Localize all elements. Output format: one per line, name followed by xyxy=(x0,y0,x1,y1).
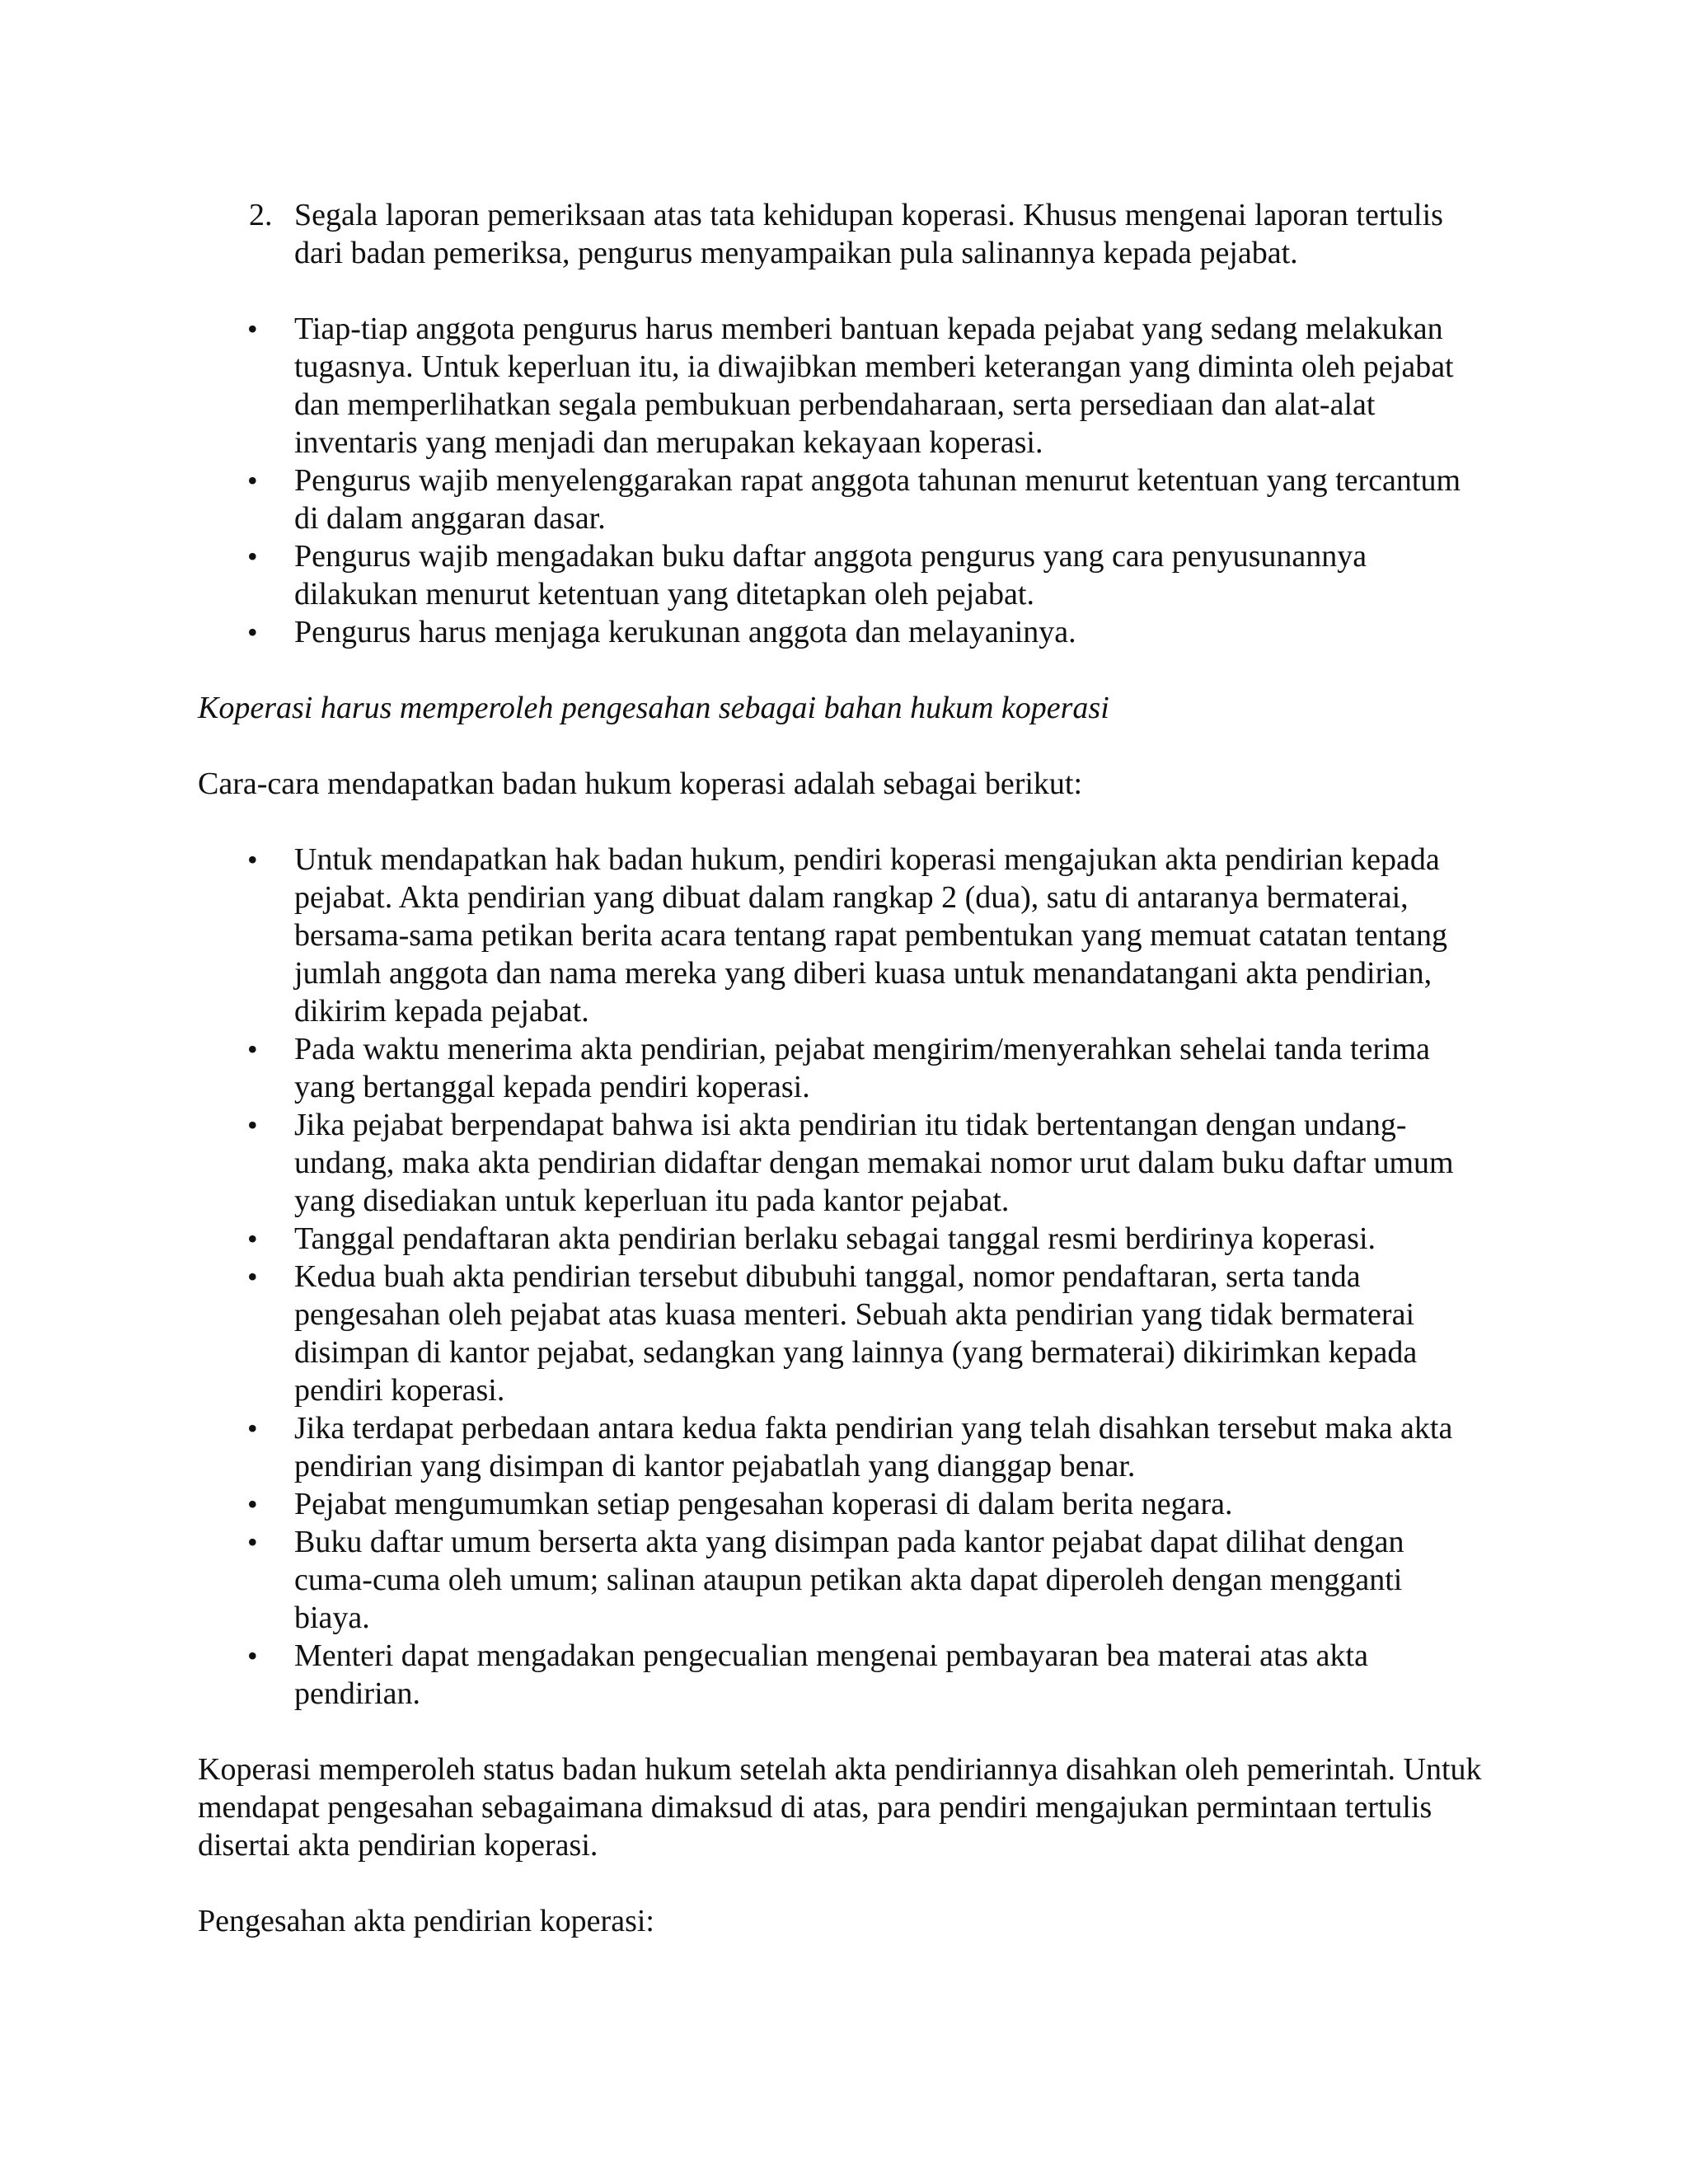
list-item-text: Pada waktu menerima akta pendirian, pejabat mengirim/menyerahkan sehelai tanda terima yang bertanggal kepada pendiri koperasi. xyxy=(294,1032,1431,1104)
list-item-text: Tanggal pendaftaran akta pendirian berlaku sebagai tanggal resmi berdirinya koperasi. xyxy=(294,1221,1376,1256)
spacer xyxy=(198,272,1484,310)
list-item-text: Buku daftar umum berserta akta yang disimpan pada kantor pejabat dapat dilihat dengan cuma-cuma oleh umum; salinan ataupun petikan akta dapat diperoleh dengan mengganti biaya. xyxy=(294,1525,1404,1635)
list-item xyxy=(198,1637,1484,1713)
bullet-icon: • xyxy=(247,540,258,573)
list-item-text: Pengurus wajib menyelenggarakan rapat anggota tahunan menurut ketentuan yang tercantum di dalam anggaran dasar. xyxy=(294,463,1461,536)
spacer xyxy=(198,1864,1484,1902)
list-item xyxy=(198,1030,1484,1106)
section-heading: Koperasi harus memperoleh pengesahan sebagai bahan hukum koperasi xyxy=(198,691,1109,725)
spacer xyxy=(198,1713,1484,1750)
list-item xyxy=(198,537,1484,613)
list-item xyxy=(198,462,1484,537)
bullet-icon: • xyxy=(247,616,258,649)
list-item xyxy=(198,1409,1484,1485)
bullet-icon: • xyxy=(247,1412,258,1445)
bullet-icon: • xyxy=(247,1260,258,1293)
list-item xyxy=(198,1106,1484,1220)
numbered-item-text: Segala laporan pemeriksaan atas tata kehidupan koperasi. Khusus mengenai laporan tertulis dari badan pemeriksa, pengurus menyampaikan pula salinannya kepada pejabat. xyxy=(294,198,1443,270)
list-item-text: Kedua buah akta pendirian tersebut dibubuhi tanggal, nomor pendaftaran, serta tanda pengesahan oleh pejabat atas kuasa menteri. Sebuah akta pendirian yang tidak bermaterai disimpan di kantor pejabat, sedangkan yang lainnya (yang bermaterai) dikirimkan kepada pendiri koperasi. xyxy=(294,1259,1418,1408)
list-number: 2. xyxy=(249,198,273,232)
list-item-text: Pejabat mengumumkan setiap pengesahan koperasi di dalam berita negara. xyxy=(294,1487,1233,1521)
list-item xyxy=(198,1485,1484,1523)
bullet-icon: • xyxy=(247,312,258,345)
document-page xyxy=(198,196,1484,1940)
bullet-icon: • xyxy=(247,1639,258,1672)
duties-list xyxy=(198,310,1484,651)
list-item-text: Jika pejabat berpendapat bahwa isi akta pendirian itu tidak bertentangan dengan undang-undang, maka akta pendirian didaftar dengan memakai nomor urut dalam buku daftar umum yang disediakan untuk keperluan itu pada kantor pejabat. xyxy=(294,1108,1454,1218)
list-item xyxy=(198,1220,1484,1258)
list-item xyxy=(198,1523,1484,1637)
list-item-text: Tiap-tiap anggota pengurus harus memberi bantuan kepada pejabat yang sedang melakukan tugasnya. Untuk keperluan itu, ia diwajibkan memberi keterangan yang diminta oleh pejabat dan memperlihatkan segala pembukuan perbendaharaan, serta persediaan dan alat-alat inventaris yang menjadi dan merupakan kekayaan koperasi. xyxy=(294,312,1454,460)
list-item-text: Pengurus wajib mengadakan buku daftar anggota pengurus yang cara penyusunannya dilakukan menurut ketentuan yang ditetapkan oleh pejabat. xyxy=(294,539,1367,612)
intro-paragraph: Cara-cara mendapatkan badan hukum koperasi adalah sebagai berikut: xyxy=(198,766,1083,801)
list-item-text: Jika terdapat perbedaan antara kedua fakta pendirian yang telah disahkan tersebut maka akta pendirian yang disimpan di kantor pejabatlah yang dianggap benar. xyxy=(294,1411,1453,1483)
bullet-icon: • xyxy=(247,1222,258,1255)
bullet-icon: • xyxy=(247,1108,258,1141)
list-item-text: Untuk mendapatkan hak badan hukum, pendiri koperasi mengajukan akta pendirian kepada pejabat. Akta pendirian yang dibuat dalam rangkap 2 (dua), satu di antaranya bermaterai, bersama-sama petikan berita acara tentang rapat pembentukan yang memuat catatan tentang jumlah anggota dan nama mereka yang diberi kuasa untuk menandatangani akta pendirian, dikirim kepada pejabat. xyxy=(294,842,1448,1029)
bullet-icon: • xyxy=(247,464,258,497)
list-item xyxy=(198,841,1484,1030)
steps-list xyxy=(198,841,1484,1713)
spacer xyxy=(198,803,1484,841)
final-heading: Pengesahan akta pendirian koperasi: xyxy=(198,1904,654,1938)
spacer xyxy=(198,727,1484,765)
list-item-text: Pengurus harus menjaga kerukunan anggota dan melayaninya. xyxy=(294,615,1076,649)
list-item xyxy=(198,1258,1484,1409)
spacer xyxy=(198,651,1484,689)
bullet-icon: • xyxy=(247,1526,258,1558)
list-item xyxy=(198,613,1484,651)
numbered-item xyxy=(198,196,1484,272)
bullet-icon: • xyxy=(247,843,258,876)
bullet-icon: • xyxy=(247,1488,258,1521)
list-item xyxy=(198,310,1484,462)
closing-paragraph: Koperasi memperoleh status badan hukum setelah akta pendiriannya disahkan oleh pemerintah. Untuk mendapat pengesahan sebagaimana dimaksud di atas, para pendiri mengajukan permintaan tertulis disertai akta pendirian koperasi. xyxy=(198,1752,1482,1863)
list-item-text: Menteri dapat mengadakan pengecualian mengenai pembayaran bea materai atas akta pendirian. xyxy=(294,1638,1368,1711)
bullet-icon: • xyxy=(247,1033,258,1066)
